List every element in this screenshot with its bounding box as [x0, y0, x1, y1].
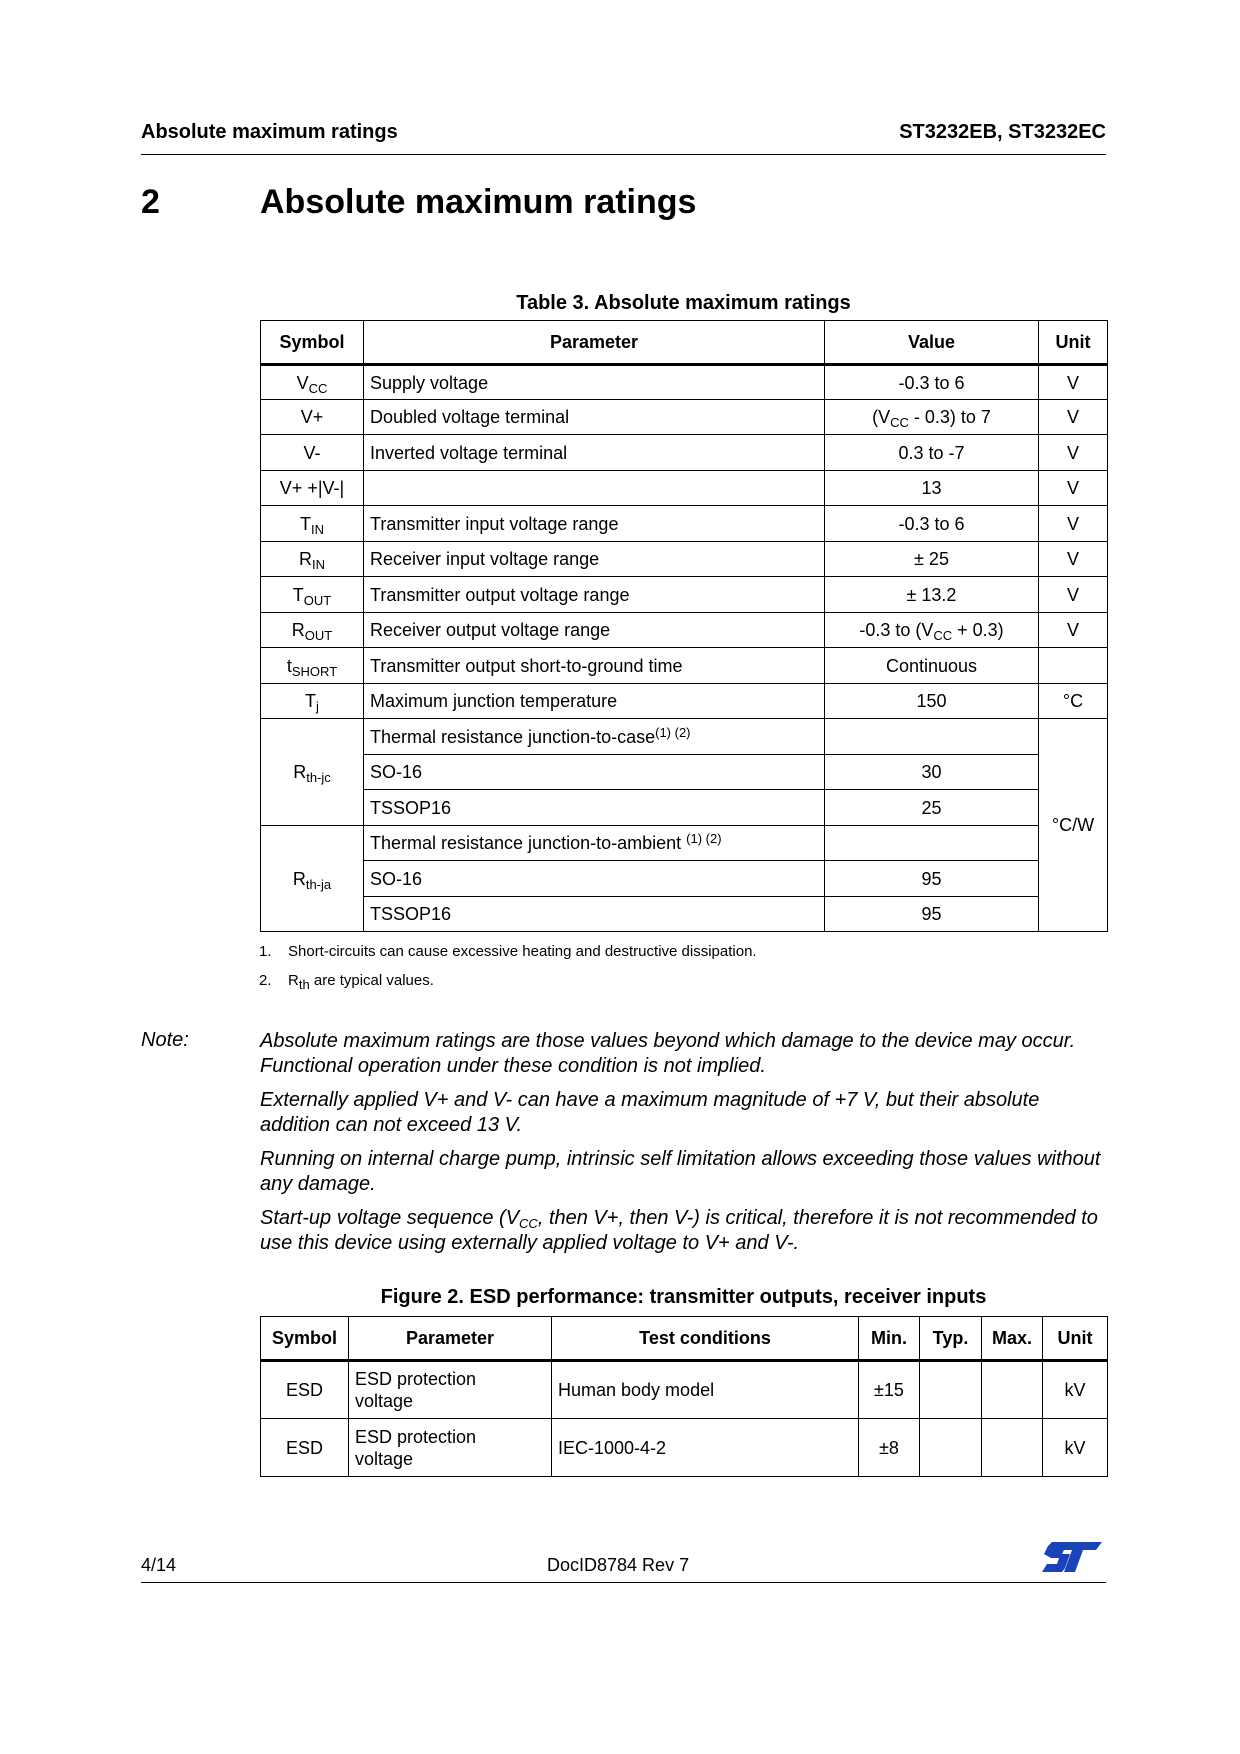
value-cell: ± 25 [825, 542, 1039, 577]
symbol-cell: $T_{IN}$ [261, 506, 364, 542]
unit-cell: V [1039, 506, 1108, 542]
table-row [261, 542, 1108, 577]
value-cell: -0.3 to 6 [825, 506, 1039, 542]
unit-cell: V [1039, 471, 1108, 506]
parameter-cell: Inverted voltage terminal [364, 435, 825, 471]
table-row [261, 719, 1108, 755]
parameter-cell: Thermal resistance junction-to-case$^{(1) (2)}$ [364, 719, 825, 755]
symbol-cell: $R_{IN}$ [261, 542, 364, 577]
value-cell: Continuous [825, 648, 1039, 684]
unit-cell: V [1039, 435, 1108, 471]
page-number: 4/14 [141, 1555, 177, 1575]
min-cell: ±8 [859, 1419, 920, 1477]
symbol-cell-rth-jc: $R_{th-jc}$ [261, 719, 364, 826]
parameter-cell: SO-16 [364, 861, 825, 897]
note-paragraph: Running on internal charge pump, intrinsic self limitation allows exceeding those values without any damage. [260, 1148, 1101, 1195]
unit-cell: V [1039, 542, 1108, 577]
value-cell: -0.3 to $(V_{CC} + 0.3)$ [825, 613, 1039, 648]
note-body [260, 1029, 1110, 1265]
conditions-cell: IEC-1000-4-2 [552, 1419, 859, 1477]
col-header-value: Value [825, 321, 1039, 365]
value-cell: 25 [825, 790, 1039, 826]
table-row [261, 435, 1108, 471]
table3-caption: Table 3. Absolute maximum ratings [516, 292, 851, 314]
value-cell [825, 719, 1039, 755]
note-paragraph: Absolute maximum ratings are those values beyond which damage to the device may occur. Functional operation under these condition is not implied. [260, 1030, 1076, 1077]
typ-cell [920, 1361, 982, 1419]
col-header-parameter: Parameter [349, 1317, 552, 1361]
unit-cell: V [1039, 400, 1108, 435]
parameter-cell: TSSOP16 [364, 897, 825, 932]
col-header-symbol: Symbol [261, 321, 364, 365]
parameter-cell: TSSOP16 [364, 790, 825, 826]
running-header-part-numbers: ST3232EB, ST3232EC [899, 121, 1106, 143]
table-row [261, 861, 1108, 897]
table-row [261, 365, 1108, 400]
note-paragraph: Externally applied V+ and V- can have a maximum magnitude of +7 V, but their absolute addition can not exceed 13 V. [260, 1089, 1040, 1136]
parameter-cell: Transmitter output voltage range [364, 577, 825, 613]
value-cell: 0.3 to -7 [825, 435, 1039, 471]
st-logo-icon [1040, 1540, 1104, 1579]
value-cell [825, 826, 1039, 861]
doc-id: DocID8784 Rev 7 [547, 1555, 690, 1575]
table-row [261, 1361, 1108, 1419]
symbol-cell-rth-ja: $R_{th-ja}$ [261, 826, 364, 932]
parameter-cell: Supply voltage [364, 365, 825, 400]
table-row [261, 648, 1108, 684]
figure2-caption: Figure 2. ESD performance: transmitter outputs, receiver inputs [380, 1286, 987, 1308]
header-rule [141, 154, 1106, 155]
col-header-min: Min. [859, 1317, 920, 1361]
value-cell: 95 [825, 897, 1039, 932]
typ-cell [920, 1419, 982, 1477]
table-row [261, 826, 1108, 861]
col-header-unit: Unit [1043, 1317, 1108, 1361]
section-title: Absolute maximum ratings [260, 183, 697, 221]
unit-cell [1039, 648, 1108, 684]
parameter-cell: Transmitter input voltage range [364, 506, 825, 542]
note-paragraph: Start-up voltage sequence ($V_{CC}$, then V+, then V-) is critical, therefore it is not recommended to use this device using externally applied voltage to V+ and V-. [260, 1207, 1098, 1254]
symbol-cell: V+ [261, 400, 364, 435]
st-logo-graphic [1040, 1540, 1104, 1574]
value-cell: 150 [825, 684, 1039, 719]
unit-cell: V [1039, 577, 1108, 613]
esd-performance-table [260, 1316, 1108, 1477]
section-number: 2 [141, 183, 160, 221]
max-cell [982, 1419, 1043, 1477]
col-header-parameter: Parameter [364, 321, 825, 365]
table-row [261, 790, 1108, 826]
value-cell: $(V_{CC} - 0.3)$ to 7 [825, 400, 1039, 435]
unit-cell: kV [1043, 1419, 1108, 1477]
symbol-cell: $T_j$ [261, 684, 364, 719]
conditions-cell: Human body model [552, 1361, 859, 1419]
value-cell: ± 13.2 [825, 577, 1039, 613]
footnote-1: 1. Short-circuits can cause excessive heating and destructive dissipation. [259, 943, 757, 960]
unit-cell: kV [1043, 1361, 1108, 1419]
table-row [261, 1419, 1108, 1477]
thermal-unit-cell: °C/W [1039, 719, 1108, 932]
parameter-cell [364, 471, 825, 506]
parameter-cell: Doubled voltage terminal [364, 400, 825, 435]
col-header-symbol: Symbol [261, 1317, 349, 1361]
parameter-cell: Maximum junction temperature [364, 684, 825, 719]
table-row [261, 613, 1108, 648]
value-cell: 13 [825, 471, 1039, 506]
symbol-cell: ESD [261, 1419, 349, 1477]
table-row [261, 684, 1108, 719]
col-header-unit: Unit [1039, 321, 1108, 365]
parameter-cell: ESD protection voltage [349, 1419, 552, 1477]
table-row [261, 400, 1108, 435]
parameter-cell: ESD protection voltage [349, 1361, 552, 1419]
parameter-cell: Receiver input voltage range [364, 542, 825, 577]
parameter-cell: Receiver output voltage range [364, 613, 825, 648]
value-cell: -0.3 to 6 [825, 365, 1039, 400]
running-header-title: Absolute maximum ratings [141, 121, 398, 143]
col-header-typ: Typ. [920, 1317, 982, 1361]
col-header-max: Max. [982, 1317, 1043, 1361]
min-cell: ±15 [859, 1361, 920, 1419]
note-label: Note: [141, 1029, 189, 1051]
symbol-cell: $R_{OUT}$ [261, 613, 364, 648]
parameter-cell: Thermal resistance junction-to-ambient $^{(1) (2)}$ [364, 826, 825, 861]
symbol-cell: ESD [261, 1361, 349, 1419]
table-row [261, 897, 1108, 932]
parameter-cell: Transmitter output short-to-ground time [364, 648, 825, 684]
symbol-cell: $T_{OUT}$ [261, 577, 364, 613]
table-row [261, 471, 1108, 506]
symbol-cell: $V_{CC}$ [261, 365, 364, 400]
symbol-cell: V- [261, 435, 364, 471]
value-cell: 30 [825, 755, 1039, 790]
absolute-max-ratings-table [260, 320, 1108, 932]
symbol-cell: V+ +|V-| [261, 471, 364, 506]
footer-rule [141, 1582, 1106, 1583]
value-cell: 95 [825, 861, 1039, 897]
table-row [261, 506, 1108, 542]
table-row [261, 755, 1108, 790]
parameter-cell: SO-16 [364, 755, 825, 790]
col-header-test-conditions: Test conditions [552, 1317, 859, 1361]
unit-cell: °C [1039, 684, 1108, 719]
footnote-2: 2. $R_{th}$ are typical values. [259, 972, 434, 992]
unit-cell: V [1039, 613, 1108, 648]
max-cell [982, 1361, 1043, 1419]
table-row [261, 577, 1108, 613]
unit-cell: V [1039, 365, 1108, 400]
symbol-cell: $t_{SHORT}$ [261, 648, 364, 684]
